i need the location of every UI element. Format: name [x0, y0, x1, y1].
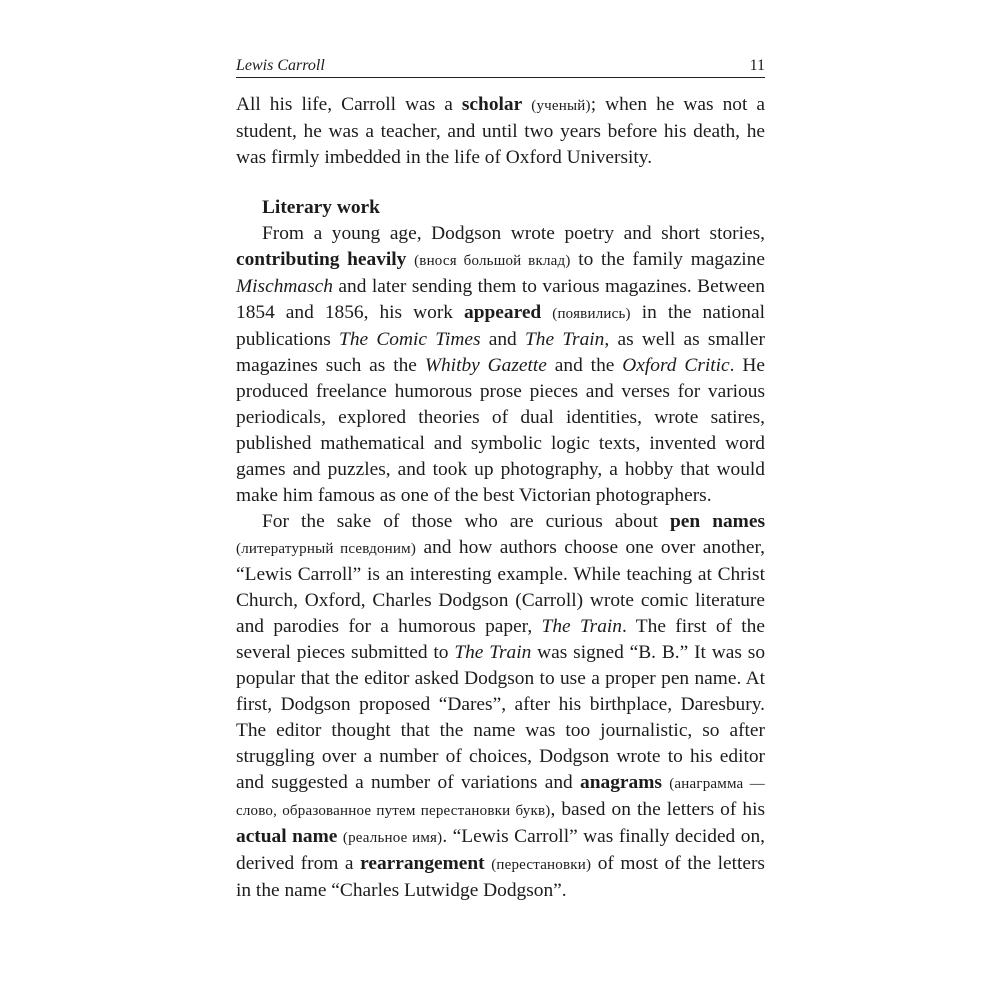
page-number: 11 [749, 57, 765, 74]
translation-scholar: (ученый) [531, 98, 591, 114]
text-run: and later sending them to various magazines. Between 1854 and 1856, his work [236, 276, 765, 323]
term-actual-name: actual name [236, 826, 338, 847]
title-the-train: The Train [525, 329, 605, 350]
header-author: Lewis Carroll [236, 57, 325, 74]
book-page [236, 56, 765, 904]
term-appeared: appeared [464, 302, 542, 323]
text-run: was signed “B. B.” It was so popular that the editor asked Dodgson to use a proper pen name. At first, Dodgson proposed “Dares”, after his birthplace, Daresbury. The editor thought that the name was too journalistic, so after struggling over a number of choices, Dodgson wrote to his editor and suggested a number of variations and [236, 642, 766, 793]
text-run: , as well as smaller magazines such as the [236, 329, 765, 376]
translation-appeared: (появились) [552, 306, 631, 322]
title-oxford-critic: Oxford Critic [622, 355, 730, 376]
paragraph-pen-names [236, 509, 765, 904]
text-run: . He produced freelance humorous prose pieces and verses for various periodicals, explored theories of dual identities, wrote satires, published mathematical and symbolic logic texts, invented word games and puzzles, and took up photography, a hobby that would make him famous as one of the best Victorian photographers. [236, 355, 766, 506]
term-anagrams: anagrams [580, 772, 662, 793]
translation-pen-names: (литературный псевдоним) [236, 541, 417, 557]
term-rearrangement: rearrangement [360, 853, 485, 874]
text-run: , based on the letters of his [550, 799, 766, 820]
title-mischmasch: Mischmasch [236, 276, 333, 297]
title-whitby-gazette: Whitby Gazette [424, 355, 547, 376]
term-contributing-heavily: contributing heavily [236, 249, 407, 270]
text-run: ; when he was not a student, he was a teacher, and until two years before his death, he was firmly imbedded in the life of Oxford University. [236, 94, 766, 168]
title-comic-times: The Comic Times [339, 329, 481, 350]
translation-rearrangement: (перестановки) [491, 857, 592, 873]
term-pen-names: pen names [669, 511, 765, 532]
text-run: . The first of the several pieces submitted to [236, 616, 765, 663]
text-run: to the family magazine [570, 249, 765, 270]
paragraph-scholar [236, 92, 765, 171]
translation-contributing-heavily: (внося большой вклад) [414, 253, 571, 269]
text-run: For the sake of those who are curious about [262, 511, 670, 532]
term-scholar: scholar [461, 94, 523, 115]
title-the-train: The Train [541, 616, 622, 637]
text-run: and the [546, 355, 623, 376]
text-run: . “Lewis Carroll” was finally decided on, derived from a [236, 826, 765, 874]
text-run: in the national publications [236, 302, 765, 350]
text-run: of most of the letters in the name “Charles Lutwidge Dodgson”. [236, 853, 765, 901]
section-heading: Literary work [262, 197, 380, 218]
text-run: and how authors choose one over another, “Lewis Carroll” is an interesting example. While teaching at Christ Church, Oxford, Charles Dodgson (Carroll) wrote comic literature and parodies for a humorous paper, [236, 537, 765, 637]
text-run: From a young age, Dodgson wrote poetry and short stories, [262, 223, 765, 244]
text-run: and [480, 329, 525, 350]
page-body [236, 92, 765, 904]
translation-anagrams: (анаграмма — слово, образованное путем перестановки букв) [236, 776, 766, 819]
text-run: All his life, Carroll was a [236, 94, 462, 115]
translation-actual-name: (реальное имя) [342, 830, 443, 846]
paragraph-literary-work [236, 221, 765, 509]
title-the-train: The Train [454, 642, 532, 663]
running-header [236, 56, 765, 78]
